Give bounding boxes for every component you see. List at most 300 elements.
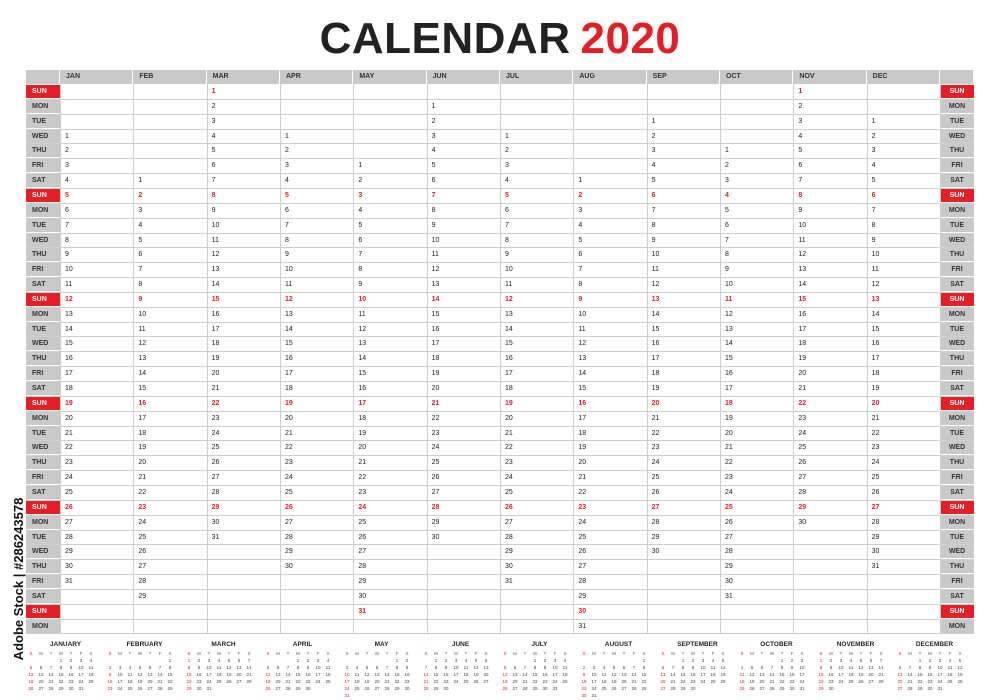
mini-day [471, 685, 481, 692]
mini-weekday: S [958, 651, 962, 656]
day-cell: 13 [65, 310, 73, 318]
day-cell: 12 [871, 281, 880, 289]
mini-month-name: APRIL [292, 641, 313, 648]
mini-weekday: S [819, 651, 823, 656]
mini-week-row [105, 685, 184, 692]
mini-day: 3 [553, 658, 557, 663]
day-cell: 9 [431, 221, 436, 229]
day-cell: 19 [505, 399, 513, 407]
day-cell: 16 [725, 370, 733, 378]
day-cell: 12 [285, 295, 293, 303]
mini-day: 13 [374, 672, 380, 677]
mini-day: 15 [641, 672, 647, 677]
mini-day: 9 [691, 665, 695, 670]
weekday-label-left: THU [26, 560, 60, 573]
mini-weekday: W [848, 651, 854, 656]
mini-week-row [421, 671, 500, 678]
mini-day: 12 [749, 672, 755, 677]
day-cell: 22 [285, 444, 293, 452]
weekday-label-left: SUN [26, 293, 60, 306]
mini-day: 6 [760, 665, 764, 670]
day-cell: 11 [725, 295, 733, 303]
day-cell: 21 [358, 459, 367, 467]
mini-day [658, 657, 668, 664]
weekday-label-left: TUE [26, 115, 60, 128]
mini-day: 26 [28, 686, 34, 691]
mini-day: 12 [226, 665, 232, 670]
mini-day: 1 [681, 658, 685, 663]
mini-day: 15 [167, 672, 173, 677]
mini-week-row [500, 678, 579, 685]
mini-week-row [500, 671, 579, 678]
day-cell: 27 [358, 548, 367, 556]
day-cell: 24 [578, 518, 587, 526]
mini-day: 23 [107, 686, 113, 691]
mini-day: 9 [790, 665, 794, 670]
mini-day [500, 657, 510, 664]
mini-weekday: S [89, 651, 93, 656]
mini-day: 1 [819, 658, 823, 663]
day-cell: 15 [798, 295, 807, 303]
day-cell: 7 [431, 191, 436, 199]
day-cell: 20 [505, 414, 513, 422]
day-cell: 10 [725, 281, 733, 289]
mini-day: 11 [710, 665, 716, 670]
mini-day [945, 685, 955, 692]
day-cell: 9 [65, 251, 69, 259]
mini-day: 19 [720, 672, 726, 677]
mini-day: 31 [552, 686, 558, 691]
mini-calendar-november [816, 640, 895, 698]
mini-day: 11 [354, 672, 360, 677]
day-cell: 2 [138, 191, 143, 199]
mini-day: 23 [927, 679, 933, 684]
mini-calendar-august [579, 640, 658, 698]
mini-day: 4 [326, 658, 330, 663]
mini-day: 26 [749, 686, 755, 691]
day-cell: 6 [431, 177, 436, 185]
mini-day: 7 [632, 665, 636, 670]
mini-day: 7 [879, 658, 883, 663]
mini-day: 6 [375, 665, 379, 670]
mini-weekday-row [500, 650, 579, 657]
mini-weekday: T [839, 651, 843, 656]
day-cell: 10 [138, 310, 147, 318]
day-cell: 29 [431, 518, 440, 526]
mini-day: 26 [502, 686, 508, 691]
day-cell: 19 [725, 414, 733, 422]
mini-week-row [263, 671, 342, 678]
mini-month-name: MARCH [211, 641, 236, 648]
day-cell: 30 [358, 592, 367, 600]
day-cell: 31 [725, 592, 733, 600]
mini-day [155, 657, 165, 664]
day-cell: 8 [651, 221, 656, 229]
mini-day: 22 [295, 679, 301, 684]
mini-day [145, 657, 155, 664]
mini-day: 5 [266, 665, 270, 670]
day-cell: 22 [505, 444, 513, 452]
mini-day: 6 [622, 665, 626, 670]
day-cell: 25 [798, 444, 807, 452]
day-cell: 26 [431, 474, 440, 482]
mini-weekday-row [105, 650, 184, 657]
mini-day: 1 [533, 658, 537, 663]
mini-day: 1 [296, 658, 300, 663]
mini-day [747, 657, 757, 664]
day-cell: 25 [871, 474, 880, 482]
mini-day: 2 [829, 658, 833, 663]
weekday-label-left: SUN [26, 189, 60, 202]
mini-day: 21 [423, 679, 429, 684]
mini-day: 26 [720, 679, 726, 684]
mini-weekday: F [395, 651, 399, 656]
day-cell: 31 [211, 533, 220, 541]
day-cell: 3 [578, 206, 583, 214]
day-cell: 28 [358, 563, 367, 571]
mini-week-row [26, 678, 105, 685]
day-cell: 23 [138, 503, 147, 511]
mini-day: 13 [621, 672, 627, 677]
day-cell: 3 [871, 147, 876, 155]
day-cell: 11 [798, 236, 806, 244]
day-cell: 28 [211, 488, 220, 496]
day-cell: 23 [285, 459, 293, 467]
day-cell: 17 [211, 325, 220, 333]
mini-day: 18 [88, 672, 94, 677]
day-cell: 31 [578, 622, 587, 630]
mini-day: 18 [947, 672, 953, 677]
day-cell: 14 [505, 325, 513, 333]
mini-weekday: M [592, 651, 596, 656]
day-cell: 18 [798, 340, 807, 348]
day-cell: 24 [358, 503, 367, 511]
mini-day: 31 [937, 686, 943, 691]
day-cell: 20 [871, 399, 880, 407]
day-cell: 13 [651, 295, 660, 303]
weekday-label-right: FRI [940, 575, 974, 588]
page-title [0, 14, 1000, 64]
day-cell: 17 [798, 325, 807, 333]
day-cell: 15 [505, 340, 513, 348]
mini-day: 14 [384, 672, 390, 677]
mini-day [639, 692, 649, 699]
day-cell: 7 [725, 236, 729, 244]
mini-day: 16 [690, 672, 696, 677]
mini-weekday: S [642, 651, 646, 656]
mini-day: 29 [818, 686, 824, 691]
day-cell: 8 [798, 191, 803, 199]
day-cell: 4 [211, 132, 216, 140]
weekday-label-right: WED [940, 130, 974, 143]
title-year: 2020 [580, 14, 681, 63]
mini-day: 7 [158, 665, 162, 670]
mini-day [767, 657, 777, 664]
mini-weekday: T [444, 651, 448, 656]
weekday-label-right: SAT [940, 278, 974, 291]
weekday-label-left: THU [26, 144, 60, 157]
day-cell: 3 [285, 162, 289, 170]
day-cell: 6 [651, 191, 656, 199]
day-cell: 19 [431, 370, 440, 378]
mini-week-row [263, 657, 342, 664]
mini-weekday: M [671, 651, 675, 656]
mini-day: 23 [68, 679, 74, 684]
mini-day: 8 [395, 665, 399, 670]
day-cell: 21 [505, 429, 513, 437]
mini-weekday: T [859, 651, 863, 656]
day-cell: 6 [871, 191, 876, 199]
day-cell: 30 [871, 548, 880, 556]
day-cell: 11 [138, 325, 146, 333]
mini-weekday: W [532, 651, 538, 656]
day-cell: 5 [431, 162, 436, 170]
weekday-label-right: SAT [940, 486, 974, 499]
mini-day [510, 657, 520, 664]
month-header-mar: MAR [207, 70, 280, 84]
mini-weekday: W [58, 651, 64, 656]
mini-week-row [658, 671, 737, 678]
day-cell: 26 [285, 503, 293, 511]
corner-header-right [940, 70, 974, 84]
day-cell: 2 [358, 177, 363, 185]
day-cell: 17 [65, 370, 73, 378]
mini-day: 30 [305, 686, 311, 691]
day-cell: 1 [431, 102, 436, 110]
mini-day [313, 685, 323, 692]
weekday-label-right: MON [940, 204, 974, 217]
mini-day: 20 [236, 672, 242, 677]
mini-day: 24 [591, 686, 597, 691]
mini-week-row [658, 657, 737, 664]
mini-day: 21 [285, 679, 291, 684]
mini-day: 12 [28, 672, 34, 677]
mini-day: 19 [611, 679, 617, 684]
mini-day [362, 692, 372, 699]
day-cell: 27 [725, 533, 733, 541]
day-cell: 29 [798, 503, 807, 511]
mini-day: 11 [848, 665, 854, 670]
mini-day: 9 [582, 672, 586, 677]
mini-calendar-december [895, 640, 974, 698]
day-cell: 28 [65, 533, 73, 541]
mini-day: 17 [937, 672, 943, 677]
month-header-sep: SEP [647, 70, 720, 84]
day-cell: 27 [211, 474, 220, 482]
mini-day: 22 [532, 679, 538, 684]
mini-day: 19 [957, 672, 963, 677]
weekday-label-left: MON [26, 412, 60, 425]
day-cell: 31 [65, 578, 73, 586]
mini-day: 1 [168, 658, 172, 663]
day-cell: 6 [138, 251, 143, 259]
mini-day: 20 [512, 679, 518, 684]
weekday-label-right: WED [940, 337, 974, 350]
weekday-label-left: THU [26, 456, 60, 469]
mini-day: 13 [38, 672, 44, 677]
mini-day: 19 [137, 679, 143, 684]
mini-day [283, 657, 293, 664]
mini-day: 27 [374, 686, 380, 691]
weekday-label-left: SAT [26, 486, 60, 499]
mini-day: 27 [147, 686, 153, 691]
mini-day: 16 [789, 672, 795, 677]
day-cell: 29 [505, 548, 513, 556]
mini-weekday: T [780, 651, 784, 656]
mini-day: 9 [405, 665, 409, 670]
mini-day: 24 [937, 679, 943, 684]
mini-day: 28 [157, 686, 163, 691]
mini-weekday: F [790, 651, 794, 656]
mini-day [876, 685, 886, 692]
mini-month-name: SEPTEMBER [677, 641, 718, 648]
mini-day: 7 [671, 665, 675, 670]
day-cell: 14 [871, 310, 880, 318]
mini-day: 13 [897, 672, 903, 677]
mini-weekday-row [658, 650, 737, 657]
mini-day [461, 685, 471, 692]
mini-day: 2 [306, 658, 310, 663]
day-cell: 26 [358, 533, 367, 541]
day-cell: 22 [211, 399, 220, 407]
mini-day: 12 [364, 672, 370, 677]
mini-day: 19 [502, 679, 508, 684]
mini-week-row [579, 664, 658, 671]
mini-day: 10 [78, 665, 84, 670]
day-cell: 1 [871, 117, 876, 125]
mini-day: 6 [898, 665, 902, 670]
mini-day [382, 657, 392, 664]
mini-day: 30 [581, 693, 587, 698]
day-cell: 3 [211, 117, 216, 125]
mini-day: 12 [473, 665, 479, 670]
mini-day: 28 [670, 686, 676, 691]
mini-day: 16 [581, 679, 587, 684]
mini-week-row [737, 664, 816, 671]
day-cell: 13 [505, 310, 513, 318]
day-cell: 27 [285, 518, 293, 526]
mini-day: 28 [907, 686, 913, 691]
day-cell: 30 [798, 518, 807, 526]
day-cell: 22 [431, 414, 440, 422]
mini-day: 30 [68, 686, 74, 691]
day-cell: 14 [431, 295, 440, 303]
day-cell: 11 [65, 281, 73, 289]
mini-day: 25 [463, 679, 469, 684]
day-cell: 28 [725, 548, 733, 556]
mini-day: 21 [878, 672, 884, 677]
weekday-label-left: WED [26, 337, 60, 350]
day-cell: 24 [725, 488, 733, 496]
mini-weekday: F [474, 651, 478, 656]
mini-weekday-row [342, 650, 421, 657]
day-cell: 22 [138, 488, 147, 496]
day-cell: 15 [138, 385, 147, 392]
mini-day: 26 [137, 686, 143, 691]
mini-day [323, 685, 333, 692]
day-cell: 26 [578, 548, 587, 556]
mini-day: 26 [611, 686, 617, 691]
mini-day: 8 [533, 665, 537, 670]
weekday-label-right: THU [940, 144, 974, 157]
day-cell: 23 [65, 459, 73, 467]
weekday-label-left: SUN [26, 397, 60, 410]
day-cell: 3 [798, 117, 803, 125]
mini-day: 14 [157, 672, 163, 677]
day-cell: 8 [871, 221, 876, 229]
day-cell: 5 [211, 147, 216, 155]
mini-weekday: M [197, 651, 201, 656]
mini-day: 23 [690, 679, 696, 684]
mini-day: 12 [720, 665, 726, 670]
mini-day: 4 [464, 658, 468, 663]
day-cell: 29 [285, 548, 293, 556]
day-cell: 7 [358, 251, 363, 259]
mini-day: 4 [849, 658, 853, 663]
day-cell: 1 [285, 132, 289, 140]
month-header-apr: APR [280, 70, 353, 84]
day-cell: 1 [651, 117, 656, 125]
mini-day: 5 [750, 665, 754, 670]
day-cell: 5 [505, 191, 509, 199]
day-cell: 6 [798, 162, 803, 170]
day-cell: 17 [431, 340, 440, 348]
mini-day: 10 [700, 665, 706, 670]
day-cell: 25 [431, 459, 440, 467]
mini-day: 22 [58, 679, 64, 684]
mini-day: 25 [354, 686, 360, 691]
mini-day [362, 657, 372, 664]
mini-day: 26 [265, 686, 271, 691]
mini-weekday: S [661, 651, 665, 656]
mini-day: 21 [769, 679, 775, 684]
weekday-label-right: TUE [940, 115, 974, 128]
day-cell: 17 [358, 399, 367, 407]
month-header-aug: AUG [573, 70, 646, 84]
day-cell: 21 [871, 414, 880, 422]
mini-day [520, 657, 530, 664]
mini-weekday: T [286, 651, 290, 656]
mini-day: 15 [680, 672, 686, 677]
day-cell: 21 [798, 385, 807, 392]
day-cell: 12 [138, 340, 147, 348]
weekday-label-right: FRI [940, 367, 974, 380]
mini-day: 15 [917, 672, 923, 677]
watermark [4, 460, 26, 700]
day-cell: 29 [651, 533, 660, 541]
weekday-label-left: TUE [26, 427, 60, 440]
mini-day: 25 [848, 679, 854, 684]
day-cell: 27 [578, 563, 587, 571]
mini-weekday-row [579, 650, 658, 657]
day-cell: 23 [505, 459, 513, 467]
mini-week-row [421, 664, 500, 671]
mini-week-row [816, 685, 895, 692]
day-cell: 4 [431, 147, 436, 155]
weekday-label-right: TUE [940, 427, 974, 440]
mini-day [352, 692, 362, 699]
mini-day: 9 [543, 665, 547, 670]
mini-day: 14 [423, 672, 429, 677]
mini-day: 29 [532, 686, 538, 691]
weekday-label-right: FRI [940, 159, 974, 172]
mini-weekday-row [184, 650, 263, 657]
mini-day: 8 [296, 665, 300, 670]
mini-weekday: W [216, 651, 222, 656]
day-cell: 5 [358, 221, 363, 229]
mini-week-row [342, 678, 421, 685]
mini-day [589, 657, 599, 664]
